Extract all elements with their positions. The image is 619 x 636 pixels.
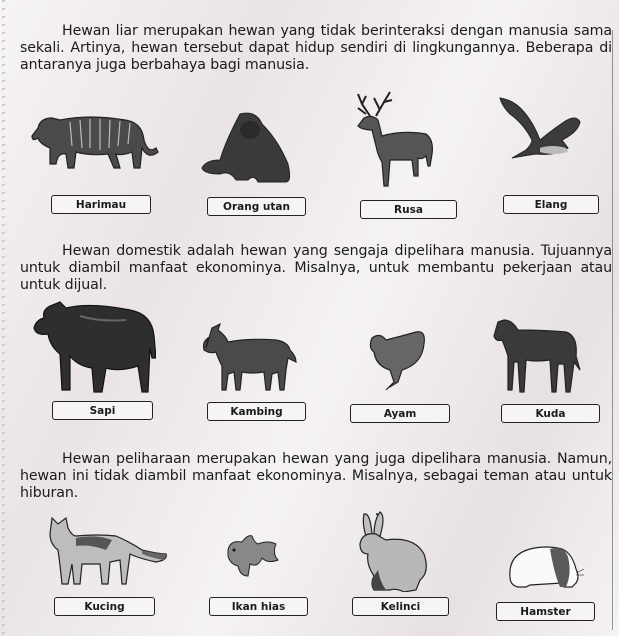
deer-icon	[352, 90, 436, 190]
wild-animals-paragraph	[20, 23, 612, 74]
label-hamster	[496, 602, 595, 621]
goat-icon	[198, 322, 298, 394]
label-kambing	[207, 402, 306, 421]
label-text: Kuda	[535, 407, 566, 420]
label-text: Orang utan	[223, 200, 290, 213]
hamster-icon	[506, 543, 584, 593]
label-kucing	[54, 597, 155, 616]
label-kuda	[501, 404, 600, 423]
domestic-animals-paragraph	[20, 243, 612, 294]
label-text: Harimau	[75, 198, 127, 211]
tiger-icon	[30, 108, 160, 176]
label-text: Kucing	[84, 600, 125, 613]
label-kelinci	[352, 597, 449, 616]
label-text: Ayam	[383, 407, 417, 420]
label-ayam	[350, 404, 450, 423]
paragraph-text: Hewan peliharaan merupakan hewan yang juga dipelihara manusia. Namun, hewan ini tidak diambil manfaat ekonominya. Misalnya, sebagai teman atau untuk hiburan.	[20, 451, 612, 502]
label-text: Kelinci	[380, 600, 421, 613]
label-rusa	[360, 200, 457, 219]
paragraph-text: Hewan domestik adalah hewan yang sengaja dipelihara manusia. Tujuannya untuk diambil manfaat ekonominya. Misalnya, untuk membantu pekerjaan atau untuk dijual.	[20, 243, 612, 294]
label-sapi	[52, 401, 153, 420]
pet-animals-paragraph	[20, 451, 612, 502]
goldfish-icon	[224, 530, 282, 578]
label-text: Elang	[534, 198, 568, 211]
label-elang	[503, 195, 599, 214]
chicken-icon	[366, 330, 428, 394]
label-text: Ikan hias	[231, 600, 286, 613]
page-border-line	[612, 30, 613, 630]
horse-icon	[492, 316, 582, 396]
cat-icon	[46, 514, 170, 590]
cow-icon	[30, 296, 156, 396]
label-text: Kambing	[230, 405, 283, 418]
paragraph-text: Hewan liar merupakan hewan yang tidak berinteraksi dengan manusia sama sekali. Artinya, hewan tersebut dapat hidup sendiri di lingkungannya. Beberapa di antaranya juga berbahaya bagi manusia.	[20, 23, 612, 74]
eagle-icon	[496, 94, 586, 164]
page-edge	[2, 0, 5, 636]
orangutan-icon	[200, 110, 296, 186]
label-text: Hamster	[520, 605, 571, 618]
label-harimau	[51, 195, 151, 214]
rabbit-icon	[356, 510, 432, 592]
label-text: Sapi	[89, 404, 116, 417]
label-text: Rusa	[394, 203, 423, 216]
label-ikan-hias	[209, 597, 308, 616]
label-orang-utan	[207, 197, 306, 216]
